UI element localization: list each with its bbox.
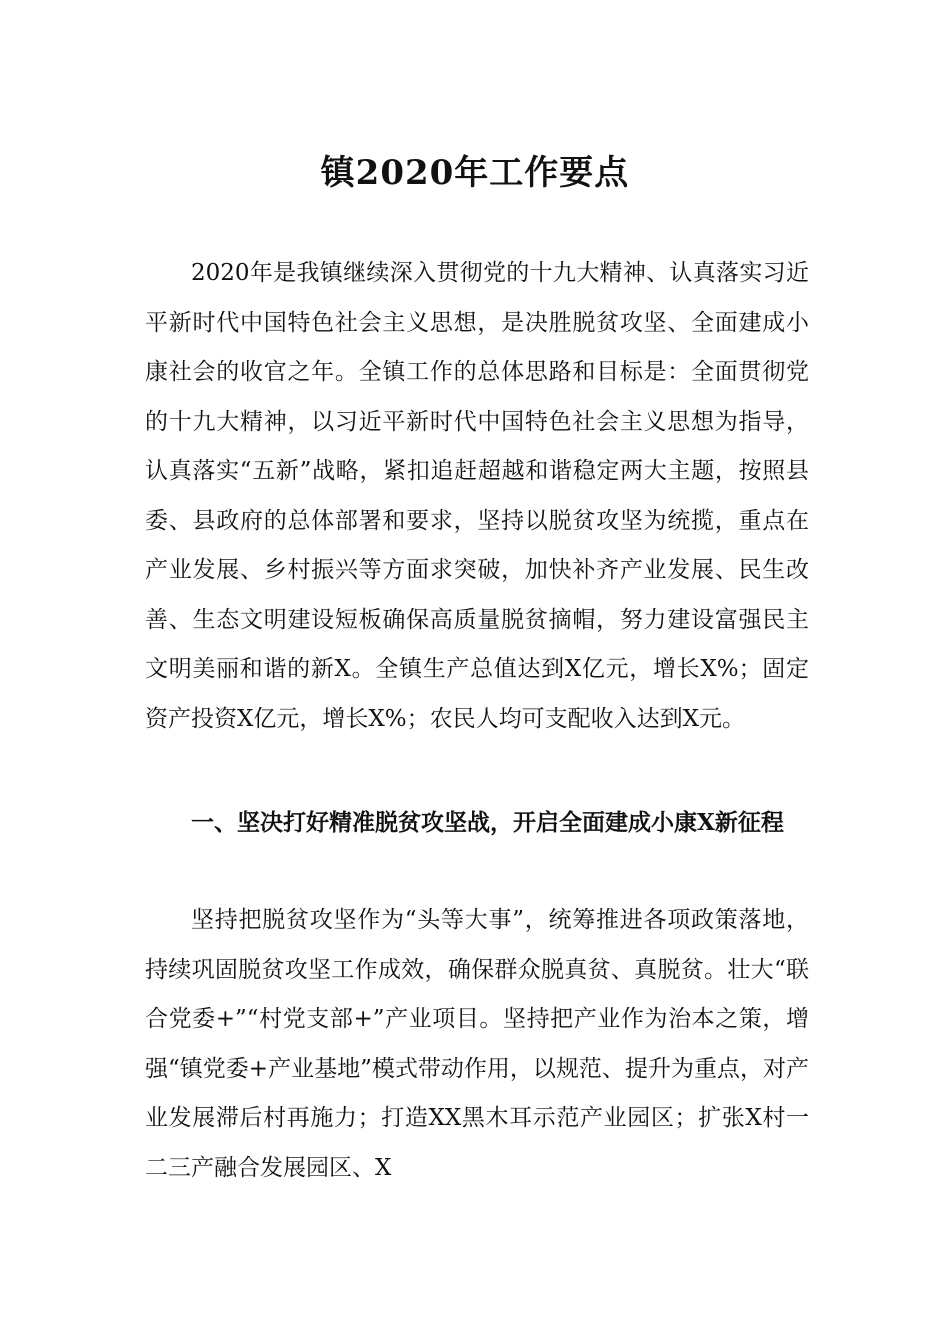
- intro-paragraph: 2020年是我镇继续深入贯彻党的十九大精神、认真落实习近平新时代中国特色社会主义思想，是决胜脱贫攻坚、全面建成小康社会的收官之年。全镇工作的总体思路和目标是：全面贯彻党的十九大精神，以习近平新时代中国特色社会主义思想为指导，认真落实“五新”战略，紧扣追赶超越和谐稳定两大主题，按照县委、县政府的总体部署和要求，坚持以脱贫攻坚为统揽，重点在产业发展、乡村振兴等方面求突破，加快补齐产业发展、民生改善、生态文明建设短板确保高质量脱贫摘帽，努力建设富强民主文明美丽和谐的新X。全镇生产总值达到X亿元，增长X%；固定资产投资X亿元，增长X%；农民人均可支配收入达到X元。: [145, 260, 809, 732]
- section-heading: 一、坚决打好精准脱贫攻坚战，开启全面建成小康X新征程: [191, 809, 784, 836]
- section-paragraph: 坚持把脱贫攻坚作为“头等大事”，统筹推进各项政策落地，持续巩固脱贫攻坚工作成效，确保群众脱真贫、真脱贫。壮大“联合党委+”“村党支部+”产业项目。坚持把产业作为治本之策，增强“镇党委+产业基地”模式带动作用，以规范、提升为重点，对产业发展滞后村再施力；打造XX黑木耳示范产业园区；扩张X村一二三产融合发展园区、X: [145, 907, 809, 1181]
- document-title: 镇2020年工作要点: [320, 153, 630, 193]
